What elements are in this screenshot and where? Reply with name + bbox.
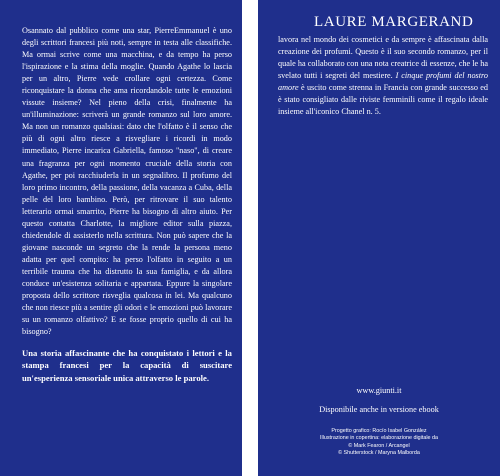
bio-line: ti i segreti del mestiere.	[312, 71, 393, 81]
synopsis-line: scrive come una macchina, e da tempo ha	[60, 50, 211, 60]
credits	[258, 428, 500, 458]
synopsis-line: vede crollare ogni certezza. Come riconqui	[22, 74, 232, 96]
bio-line: creatrice di essenze, che le ha svelato tut	[278, 59, 488, 81]
right-flap	[258, 0, 500, 476]
synopsis-line: chiedendole di assisterlo nella scrittura. Non	[22, 230, 171, 240]
synopsis-line: posta dello scrittore risveglia qualcosa in lei.	[32, 291, 185, 301]
bio-line: pre è affascinata dalla creazione dei pro	[278, 35, 488, 57]
bio-line: fumi. Questo è il suo secondo romanzo,	[335, 47, 468, 57]
teaser-line: traverso le parole.	[142, 372, 209, 383]
author-name: LAURE MARGERAND	[314, 14, 474, 30]
credit-line: © Mark Fearon / Arcangel	[348, 442, 410, 449]
synopsis-line: della passione, della vacanza a Cuba, della	[90, 182, 232, 192]
synopsis-line: Charlotte, la migliore editor sulla piazza,	[80, 218, 232, 228]
bio-line: Francia con grande successo ed è stato	[278, 83, 488, 105]
synopsis-line: i ricordi in modo immediato, Pierre incarica	[22, 134, 232, 156]
synopsis-line: Gabriella, famoso "naso", di creare una fra	[22, 146, 232, 168]
synopsis	[22, 25, 232, 338]
synopsis-line: perso l'ispirazione e la stima della moglie.	[22, 50, 232, 72]
bio-line: il regalo ideale insieme all'iconico Cha	[278, 95, 488, 117]
synopsis-line: crisi, finalmente ha un'illuminazione: scriverà	[22, 98, 232, 120]
bio-line: consigliato dalle riviste femminili come	[302, 95, 436, 105]
synopsis-line: greto che la rende la persona meno adatta per	[22, 242, 232, 264]
synopsis-line: Emmanuel è uno degli scrittori francesi più	[22, 26, 232, 48]
synopsis-line: Quando Agathe lo lascia per un altro, Pierre	[22, 62, 232, 84]
synopsis-line: noti, sempre in testa alle classifiche. Ma ormai	[22, 38, 232, 60]
synopsis-line: suo talento letterario ormai smarrito, Pierre	[22, 194, 232, 216]
synopsis-line: può sapere che la giovane nasconde un se	[22, 230, 232, 252]
synopsis-line: pelle del loro bambino. Però, per ritrovare il	[22, 194, 189, 204]
teaser-line: suscitare un'esperienza sensoriale unica at	[22, 360, 233, 383]
synopsis-line: manzo olfattivo? E se fosse proprio quello di	[51, 315, 208, 325]
synopsis-line: Ma qualcuno che non riesce più a sentire gli	[22, 291, 232, 313]
credit-line: Illustrazione in copertina: elaborazione digitale da	[319, 435, 439, 442]
bio-line: lavora nel mondo dei cosmetici e da sem	[278, 35, 416, 44]
synopsis-line: gnalibro. Il profumo del loro primo incontro,	[22, 170, 233, 192]
publisher-website: www.giunti.it	[356, 386, 402, 395]
synopsis-line: senso che più di ogni altro riesce a risvegliare	[22, 122, 232, 144]
synopsis-line: emozioni vissute insieme? Nel pieno della	[22, 86, 232, 108]
synopsis-line: un grande romanzo sul loro amore. Ma non	[22, 110, 232, 132]
bio-line: nel n. 5.	[354, 107, 381, 117]
synopsis-line: litaria e appartata. Eppure la singolare pro	[22, 278, 232, 301]
synopsis-line: stare la donna che ama ricordandole tutte le	[49, 86, 199, 96]
synopsis-line: granza per ogni momento cruciale della storia	[47, 158, 216, 168]
synopsis-line: un terribile trauma che ha distrutto la sua	[22, 254, 232, 276]
credit-line: © Shutterstock / Maryna Malborda	[338, 450, 420, 457]
left-flap	[0, 0, 242, 476]
teaser-line: lettori e la stampa francesi per la capacità di	[22, 348, 232, 371]
credit-line: Progetto grafico: Rocío Isabel González	[331, 428, 427, 434]
book-title: I cinque profumi del nostro amore	[278, 71, 488, 93]
teaser-blurb	[22, 347, 232, 384]
synopsis-line: quel compito: ha perso l'olfatto in seguito a	[60, 254, 220, 264]
author-bio	[278, 34, 488, 118]
synopsis-line: ha bisogno di altro aiuto. Per questo contatta	[22, 206, 232, 228]
bio-line: è uscito come strenna in	[300, 83, 382, 93]
synopsis-line: famiglia, e da allora conduce un'esistenza so	[22, 266, 232, 288]
bio-line: per il quale ha collaborato con una nota	[278, 47, 488, 69]
synopsis-line: cui ha bisogno?	[22, 315, 232, 337]
teaser-line: Una storia affascinante che ha conquistato i	[22, 348, 190, 359]
synopsis-line: un romanzo qualsiasi: dato che l'olfatto è il	[50, 122, 197, 132]
ebook-note: Disponibile anche in versione ebook	[319, 405, 439, 414]
synopsis-line: con Agathe, per poi racchiuderla in un se	[22, 158, 232, 180]
synopsis-line: Osannato dal pubblico come una star, Pierre	[22, 26, 175, 35]
synopsis-line: odori e le emozioni può lavorare su un ro	[22, 303, 232, 325]
